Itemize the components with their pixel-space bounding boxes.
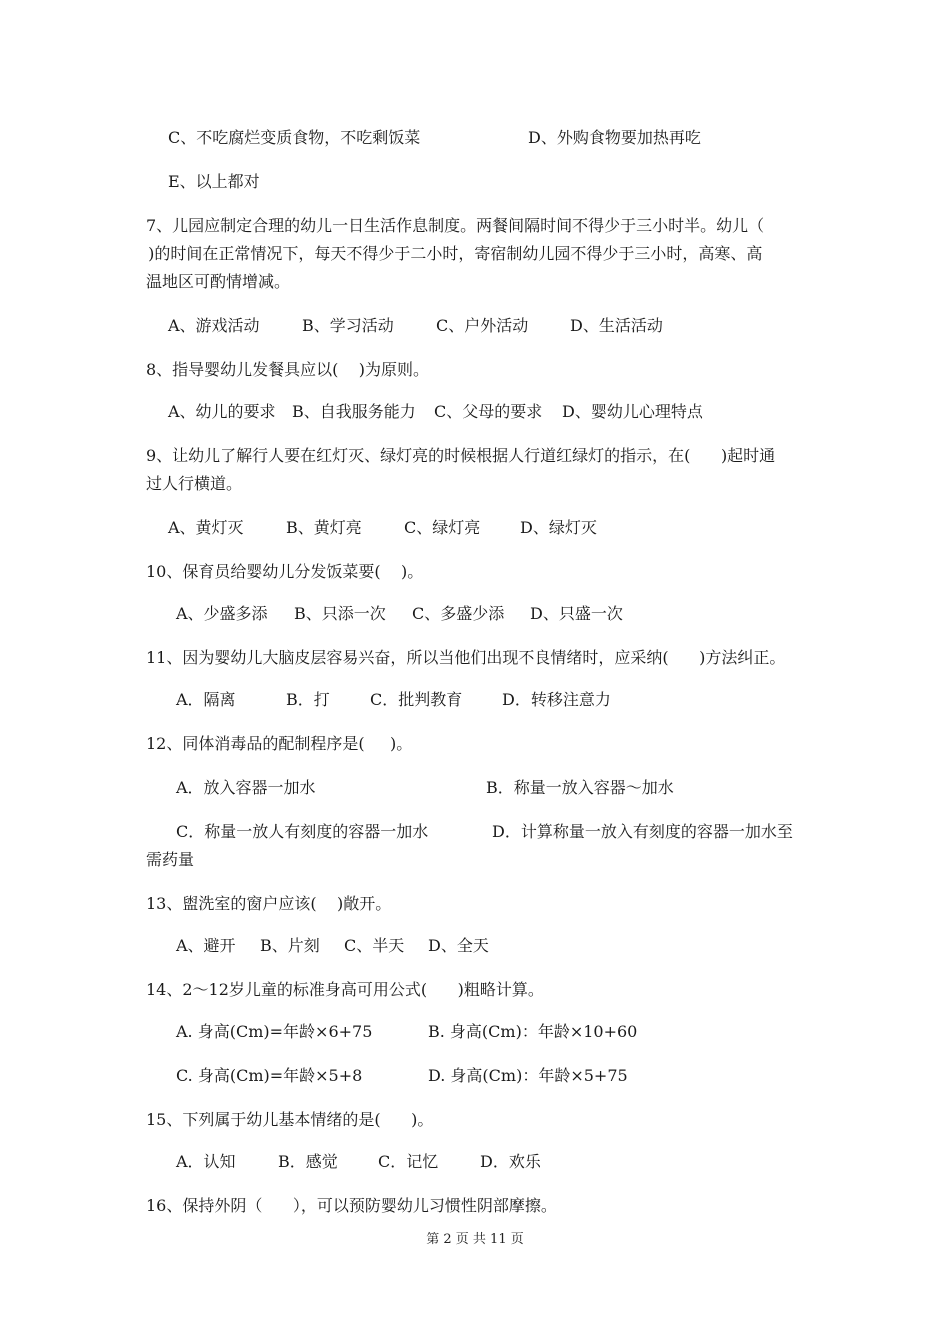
q7-option-d: D、生活活动	[570, 316, 663, 335]
q10-option-d: D、只盛一次	[530, 604, 623, 623]
q6-option-e: E、以上都对	[168, 172, 260, 191]
q14-stem: 14、2～12岁儿童的标准身高可用公式( )粗略计算。	[146, 980, 544, 999]
q11-option-b: B．打	[286, 690, 330, 709]
q7-option-c: C、户外活动	[436, 316, 529, 335]
q13-option-c: C、半天	[344, 936, 405, 955]
q12-option-d-continued: 需药量	[146, 850, 195, 869]
q13-option-a: A、避开	[176, 936, 236, 955]
q12-option-a: A．放入容器一加水	[176, 778, 316, 797]
q12-stem: 12、同体消毒品的配制程序是( )。	[146, 734, 413, 753]
q15-stem: 15、下列属于幼儿基本情绪的是( )。	[146, 1110, 434, 1129]
q12-option-c: C．称量一放人有刻度的容器一加水	[176, 822, 429, 841]
q8-option-b: B、自我服务能力	[292, 402, 416, 421]
q15-option-c: C．记忆	[378, 1152, 439, 1171]
q10-option-b: B、只添一次	[294, 604, 386, 623]
q14-option-c: C. 身高(Cm)=年龄×5+8	[176, 1066, 363, 1085]
q15-option-b: B．感觉	[278, 1152, 338, 1171]
q7-option-b: B、学习活动	[302, 316, 394, 335]
q13-option-b: B、片刻	[260, 936, 320, 955]
q9-option-b: B、黄灯亮	[286, 518, 362, 537]
q8-option-a: A、幼儿的要求	[168, 402, 276, 421]
q16-stem: 16、保持外阴（ ），可以预防婴幼儿习惯性阴部摩擦。	[146, 1196, 557, 1215]
q8-stem: 8、指导婴幼儿发餐具应以( )为原则。	[146, 360, 430, 379]
q13-option-d: D、全天	[428, 936, 489, 955]
q8-option-c: C、父母的要求	[434, 402, 543, 421]
q14-option-a: A. 身高(Cm)=年龄×6+75	[176, 1022, 373, 1041]
q14-option-b: B. 身高(Cm)：年龄×10+60	[428, 1022, 638, 1041]
q10-stem: 10、保育员给婴幼儿分发饭菜要( )。	[146, 562, 424, 581]
page-footer: 第 2 页 共 11 页	[426, 1232, 524, 1247]
q10-option-a: A、少盛多添	[176, 604, 268, 623]
q9-option-c: C、绿灯亮	[404, 518, 481, 537]
q7-stem-line1: 7、儿园应制定合理的幼儿一日生活作息制度。两餐间隔时间不得少于三小时半。幼儿（	[146, 216, 765, 235]
q12-option-d: D．计算称量一放入有刻度的容器一加水至	[492, 822, 793, 841]
q11-option-c: C．批判教育	[370, 690, 463, 709]
q7-stem-line2: )的时间在正常情况下，每天不得少于二小时，寄宿制幼儿园不得少于三小时，高寒、高	[138, 244, 763, 263]
q9-stem-line2: 过人行横道。	[146, 474, 243, 493]
q6-option-d: D、外购食物要加热再吃	[528, 128, 701, 147]
q9-stem-line1: 9、让幼儿了解行人要在红灯灭、绿灯亮的时候根据人行道红绿灯的指示，在( )起时通	[146, 446, 776, 465]
q9-option-d: D、绿灯灭	[520, 518, 597, 537]
q9-option-a: A、黄灯灭	[168, 518, 244, 537]
q7-stem-line3: 温地区可酌情增减。	[146, 272, 291, 291]
q6-option-c: C、不吃腐烂变质食物，不吃剩饭菜	[168, 128, 421, 147]
q8-option-d: D、婴幼儿心理特点	[562, 402, 703, 421]
q14-option-d: D. 身高(Cm)：年龄×5+75	[428, 1066, 628, 1085]
q15-option-d: D．欢乐	[480, 1152, 541, 1171]
q7-option-a: A、游戏活动	[168, 316, 260, 335]
q15-option-a: A．认知	[176, 1152, 236, 1171]
q11-option-d: D．转移注意力	[502, 690, 611, 709]
q11-stem: 11、因为婴幼儿大脑皮层容易兴奋，所以当他们出现不良情绪时，应采纳( )方法纠正。	[146, 648, 786, 667]
q12-option-b: B．称量一放入容器～加水	[486, 778, 674, 797]
q10-option-c: C、多盛少添	[412, 604, 505, 623]
q11-option-a: A．隔离	[176, 690, 236, 709]
q13-stem: 13、盥洗室的窗户应该( )敞开。	[146, 894, 392, 913]
